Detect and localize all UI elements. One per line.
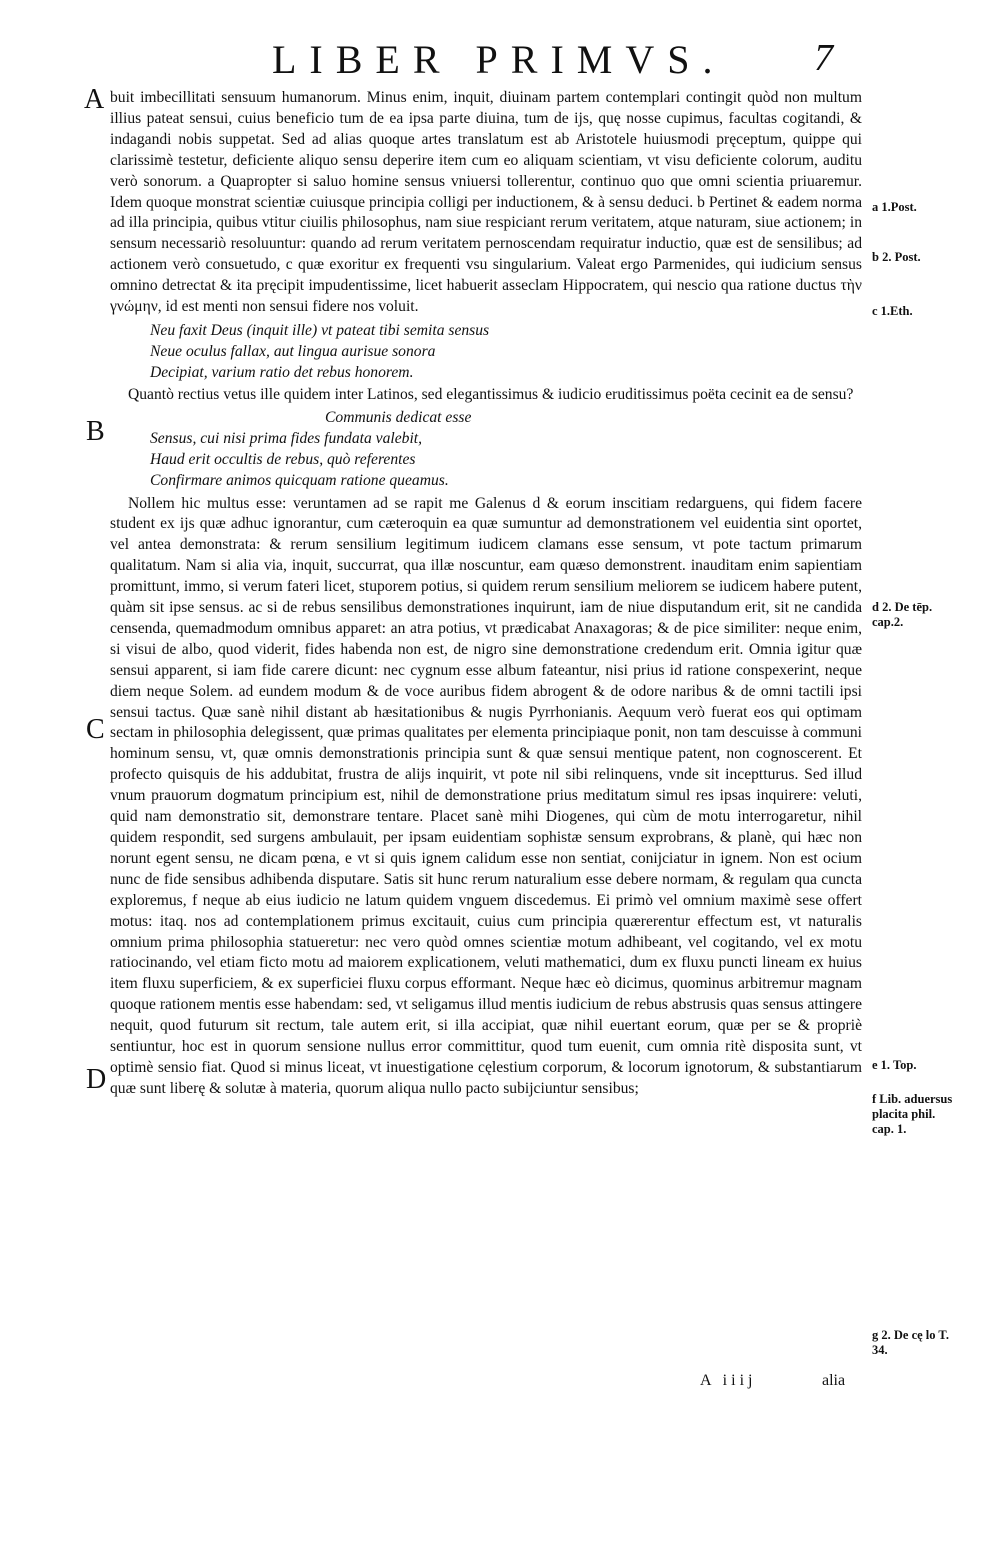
- verse-lucretius: [150, 408, 862, 492]
- margin-note-c: c 1.Eth.: [872, 304, 913, 318]
- verse-line: Neue oculus fallax, aut lingua aurisue sonora: [150, 342, 436, 360]
- verse-parmenides: [150, 320, 862, 383]
- section-letter-b: B: [86, 416, 105, 447]
- verse-line: Communis dedicat esse: [325, 408, 472, 426]
- verse-line: Decipiat, varium ratio det rebus honorem.: [150, 363, 414, 381]
- verse-line: Confirmare animos quicquam ratione queamus.: [150, 471, 449, 489]
- paragraph-1: buit imbecillitati sensuum humanorum. Minus enim, inquit, diuinam partem contemplari contingit quòd non multum illius pateat sensui, cuius beneficio tum de ea ipsa parte diuina, tum de ijs, quę nosse cupimus, facultas cogitandi, & indagandi nobis suppetat. Sed ad alias quoque artes translatum est ab Aristotele huiusmodi pręceptum, quippe qui clarissimè testetur, deficiente aliquo sensu deperire item cum eo aliquam scientiam, vt visu deficiente colorum, auditu verò sonorum. a Quapropter si saluo homine sensus vniuersi tollerentur, continuo quo que omni scientia priuaremur. Idem quoque monstrat scientiæ cuiusque principia colligi per inductionem, & à sensu deduci. b Pertinet & eadem norma ad illa principia, quibus vtitur ciuilis philosophus, nam siue respiciant rerum veritatem, atque naturam, siue actionem; in sensum necessariò resoluuntur: quando ad rerum veritatem pernoscendam requiratur inductio, quæ est de sensilibus; ad actionem verò consuetudo, c quæ exoritur ex frequenti vsu singularium. Valeat ergo Parmenides, qui iudicium sensus omnino detrectat & ita pręcipit impudentissime, licet habuerit asseclam Hippocratem, qui nescio qua ratione ductus τὴν γνώμην, id est menti non sensui fidere nos voluit.: [110, 89, 862, 316]
- verse-line: Sensus, cui nisi prima fides fundata valebit,: [150, 429, 423, 447]
- section-letter-a: A: [84, 84, 105, 115]
- margin-note-b: b 2. Post.: [872, 250, 921, 264]
- signature-mark: A iiij: [700, 1372, 757, 1389]
- section-letter-d: D: [86, 1064, 107, 1095]
- main-text: [110, 88, 862, 1100]
- margin-note-f: f Lib. aduersus placita phil. cap. 1.: [872, 1092, 953, 1136]
- verse-line: Haud erit occultis de rebus, quò referentes: [150, 450, 416, 468]
- section-letter-c: C: [86, 714, 105, 745]
- page-footer: [0, 1372, 1000, 1402]
- paragraph-3: Nollem hic multus esse: veruntamen ad se rapit me Galenus d & eorum inscitiam redarguens, qui fidem facere student ex ijs quæ adhuc ignorantur, cum cæteroquin ea quæ sumuntur ad demonstrationem vel euidentia sint oportet, vel antea demonstrata: & rerum sensilium legitimum iudicem clamans esse sensum, vt pote tactum primarum qualitatum. Nam si alia via, inquit, succurrat, qua illæ noscuntur, eam quæso demonstrent. inauditam enim sapientiam promittunt, immo, si verum fateri licet, stuporem potius, si quidem rerum sensilium meliorem se iudicem habere putent, quàm sit ipse sensus. ac si de rebus sensilibus demonstrationes inquirunt, iam de niue disputandum erit, sit ne candida censenda, quemadmodum omnibus apparet: an atra potius, vt prædicabat Anaxagoras; & de pice similiter: neque enim, si visui de albo, quod viderit, fides habenda non est, de nigro sine demonstratione credendum erit. Omnia igitur quæ sensui apparent, si iam fide carere dicunt: nec cygnum esse album fateantur, nisi prius id ratione conspexerint, neque diem neque Solem. ad eundem modum & de voce auribus fidem abrogent & de odore naribus & de omni tactili ipsi sensui tactus. Quæ sanè nihil distant ab hæsitationibus & nugis Pyrrhonianis. Aequum verò fuerat eos qui optimam sectam in philosophia delegissent, quæ primas qualitates per elementa principiaque ponit, non tam descuisse à communi hominum sensu, vt, quæ omnis demonstrationis principia sunt & quæ sensui mentique patent, non cognoscerent. Et profecto quisquis de his addubitat, frustra de alijs inquirit, vt pote nil sibi relinquens, vnde sit inceptturus. Sed illud vnum prauorum dogmatum principium est, nihil de demonstratione prius meditatum simul res ipsas inquirere: veluti, quid nam demonstratio sit, demonstrare tentare. Placet sanè mihi Diogenes, qui cùm de motu interrogaretur, nihil quidem respondit, sed surgens ambulauit, per ipsam euidentiam sophistæ sensum exprobrans, & planè, qui hæc non norunt egent sensu, ne dicam pœna, e vt si quis ignem calidum esse non sentiat, conijciatur in ignem. Non est ocium nunc de fide sensibus adhibenda disputare. Satis sit hunc rerum naturalium esse debere normam, & regulam qua cuncta exploremus, f neque ab eius iudicio ne latum quidem vnguem discedemus. Ei primò vel omnium maximè sese offert motus: itaq. nos ad contemplationem primus excitauit, cuius cum principia quærerentur effectum est, vt naturalis omnium prima philosophia statueretur: nec vero quòd omnes scientiæ motum adhibeant, vel cogitando, vel ex motu ratiocinando, vel etiam ficto motu ad maiorem explicationem, veluti mathematici, dum ex fluxu puncti lineam ex huius item fluxu superficiem, & ex superficiei fluxu corpus efformant. Neque hæc eò dicimus, quominus arbitremur magnam quoque rationem mentis esse habendam: sed, vt seligamus illud mentis iudicium de rebus abstrusis quas sensus attingere nequit, quod futurum sit rectum, tale autem erit, si illa accipiat, quæ nihil euertant eorum, quæ per se & propriè sentiuntur, hoc est in quorum sensione nullus error committitur, quod tum euenit, cum omnia ritè disposita sunt, vt optimè sensio fiat. Quod si minus liceat, vt inuestigatione cęlestium corporum, & locorum ignotorum, & substantiarum quæ sunt liberę & solutæ à materia, quorum aliqua nullo pacto subijciuntur sensibus;: [110, 494, 862, 1097]
- catchword: alia: [822, 1372, 846, 1389]
- page-number: 7: [814, 37, 833, 79]
- margin-note-g: g 2. De cę lo T. 34.: [872, 1328, 949, 1357]
- paragraph-2: Quantò rectius vetus ille quidem inter Latinos, sed elegantissimus & iudicio eruditissimus poëta cecinit ea de sensu?: [128, 385, 854, 403]
- margin-note-e: e 1. Top.: [872, 1058, 917, 1072]
- margin-note-d: d 2. De tēp. cap.2.: [872, 600, 933, 629]
- page-header: [0, 36, 1000, 86]
- margin-note-a: a 1.Post.: [872, 200, 917, 214]
- verse-line: Neu faxit Deus (inquit ille) vt pateat tibi semita sensus: [150, 321, 490, 339]
- running-title: LIBER PRIMVS.: [272, 37, 726, 82]
